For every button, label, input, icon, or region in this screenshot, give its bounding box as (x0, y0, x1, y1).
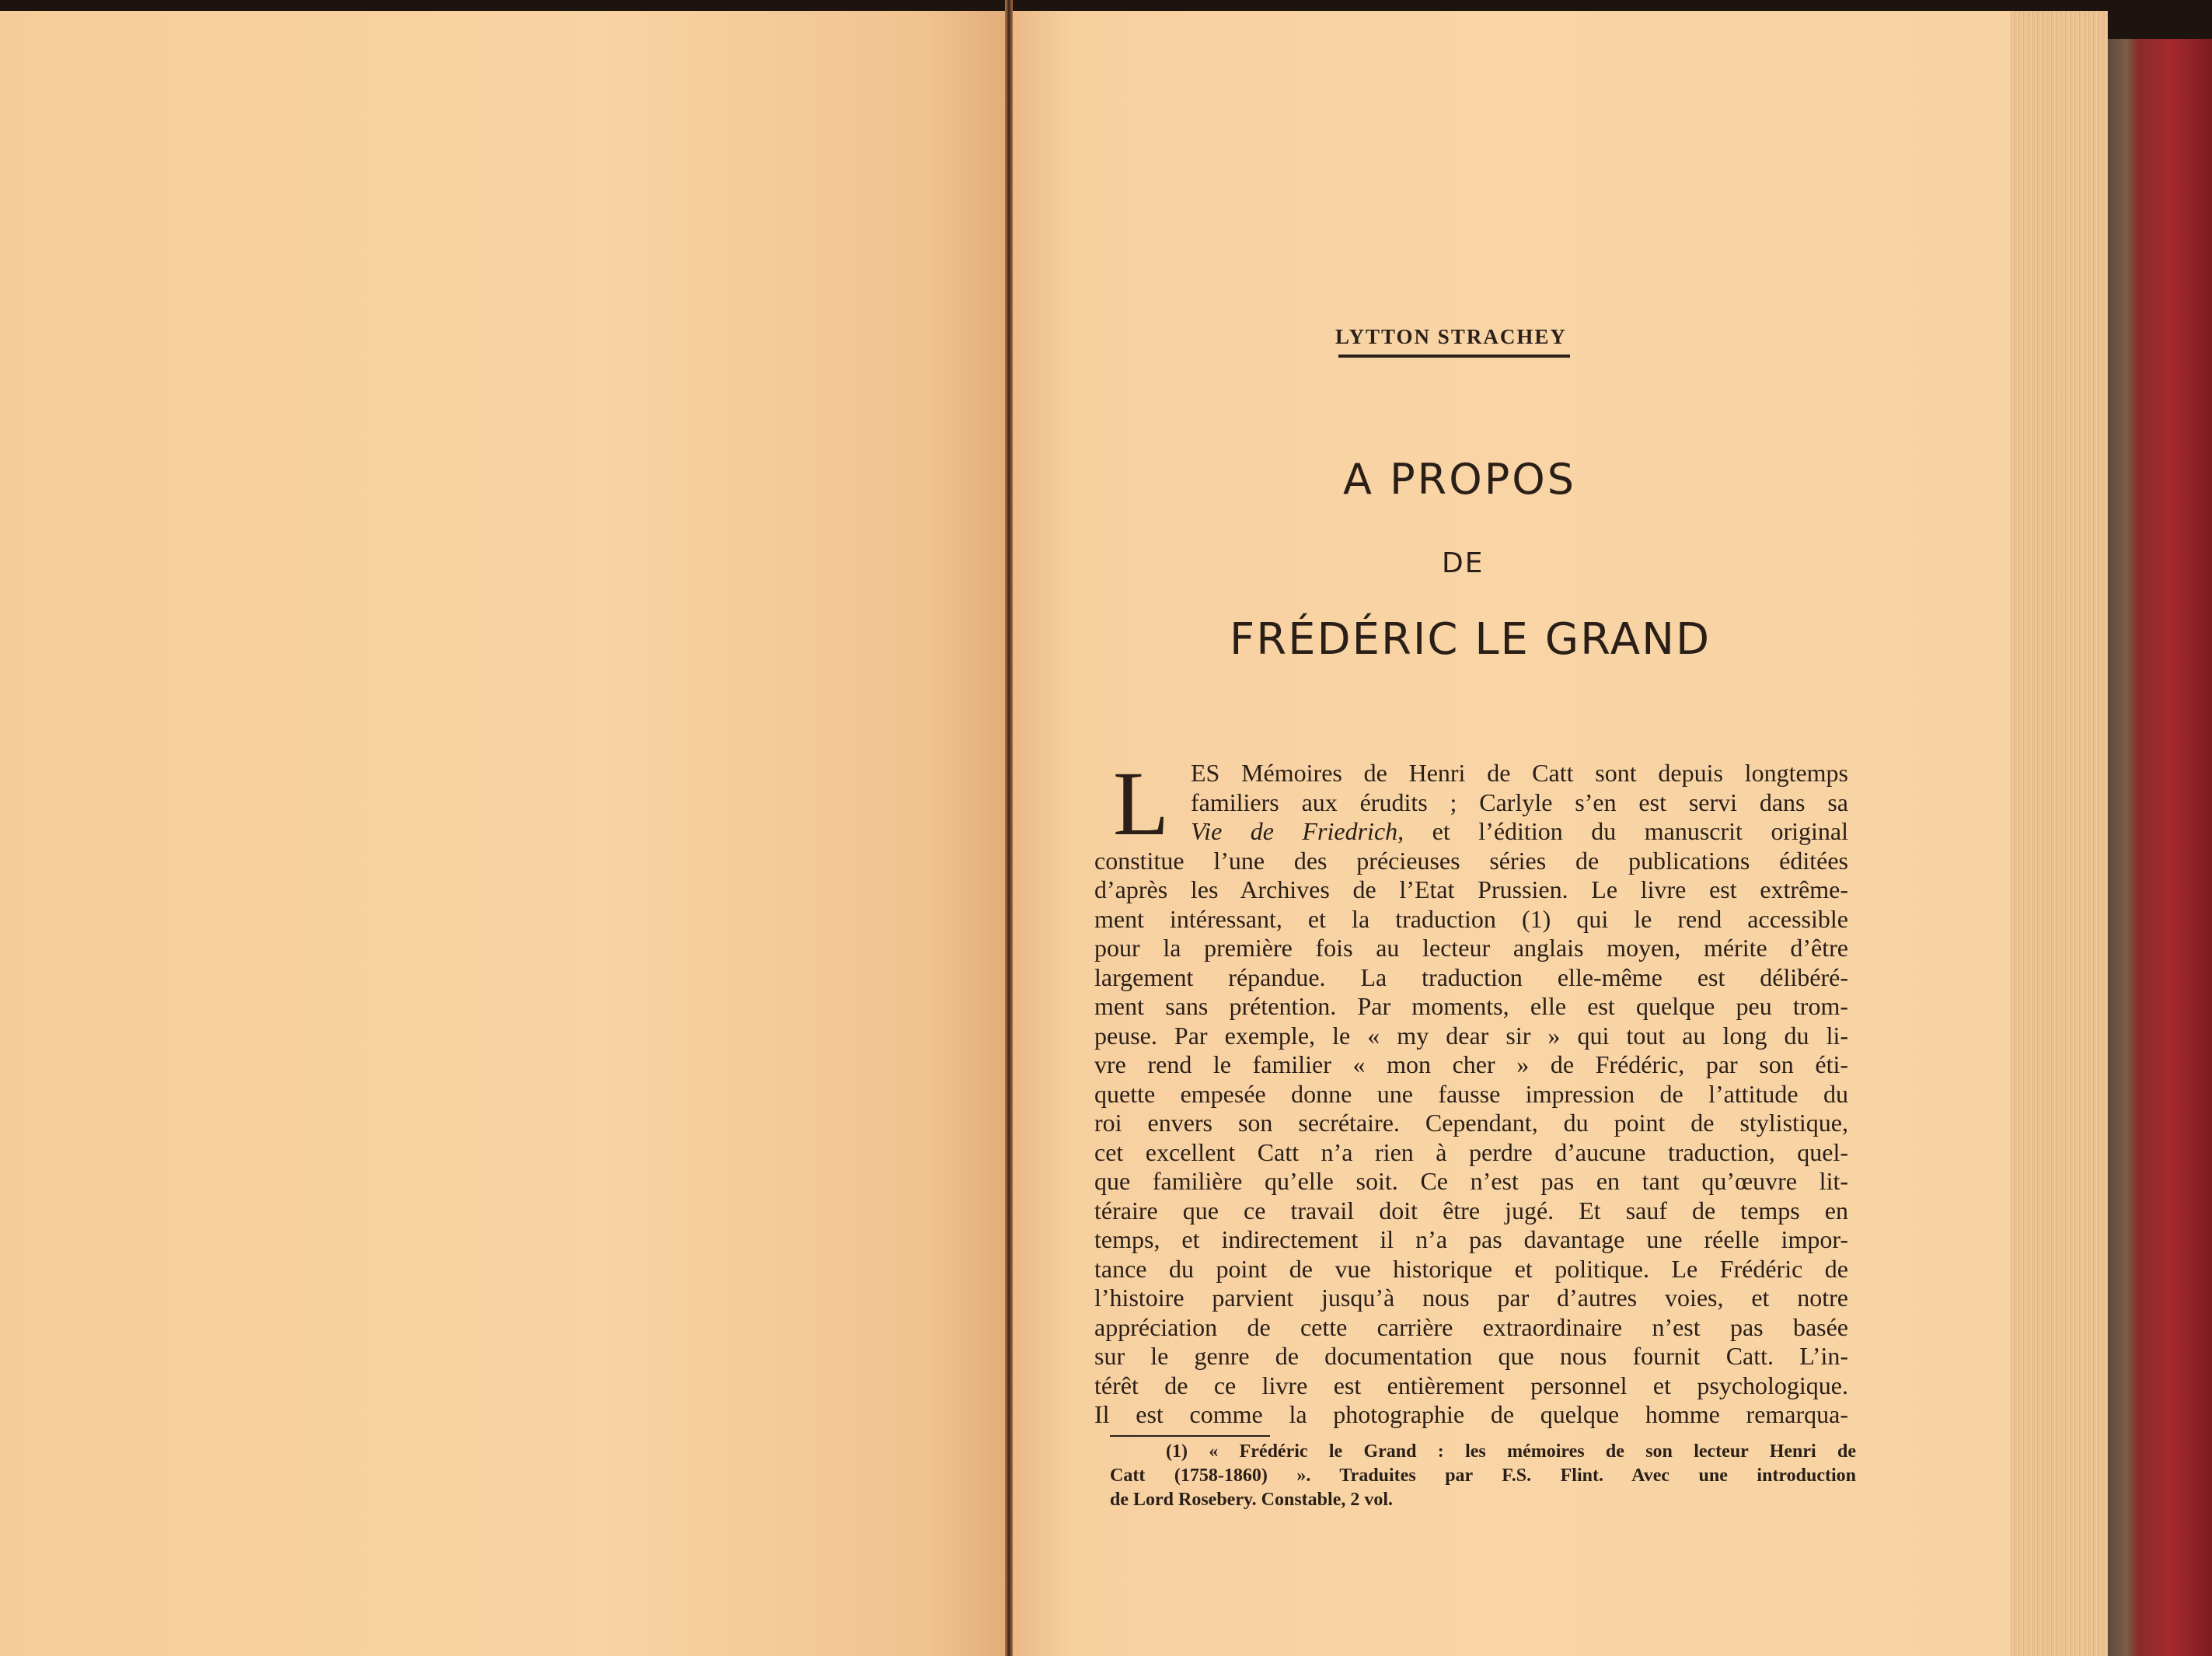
body-line: cet excellent Catt n’a rien à perdre d’aucune traduction, quel- (1094, 1137, 1848, 1166)
title-line-1: A PROPOS (1343, 455, 1577, 504)
book-gutter (1005, 0, 1013, 1656)
author-underline (1338, 355, 1570, 358)
body-line: d’après les Archives de l’Etat Prussien. Le livre est extrême- (1094, 875, 1848, 903)
title-line-2: DE (1442, 547, 1485, 579)
body-line: pour la première fois au lecteur anglais moyen, mérite d’être (1094, 934, 1848, 962)
body-line: temps, et indirectement il n’a pas davantage une réelle impor- (1094, 1225, 1848, 1253)
footnote-line: Catt (1758-1860) ». Traduites par F.S. Flint. Avec une introduction (1110, 1466, 1856, 1486)
footnote-line: (1) « Frédéric le Grand : les mémoires de son lecteur Henri de (1166, 1441, 1856, 1462)
body-line: ES Mémoires de Henri de Catt sont depuis longtemps (1191, 759, 1848, 787)
title-line-3: FRÉDÉRIC LE GRAND (1230, 614, 1711, 665)
body-line: peuse. Par exemple, le « my dear sir » qui tout au long du li- (1094, 1021, 1848, 1050)
body-line: Il est comme la photographie de quelque homme remarqua- (1094, 1400, 1848, 1428)
author-name: LYTTON STRACHEY (1335, 325, 1567, 348)
book-cover-edge (2108, 39, 2212, 1656)
body-line: largement répandue. La traduction elle-même est délibéré- (1094, 963, 1848, 991)
left-page (0, 11, 1005, 1656)
body-line: l’histoire parvient jusqu’à nous par d’autres voies, et notre (1094, 1284, 1848, 1312)
body-line: familiers aux érudits ; Carlyle s’en est servi dans sa (1191, 788, 1848, 816)
body-line: ment intéressant, et la traduction (1) qui le rend accessible (1094, 904, 1848, 933)
body-line: appréciation de cette carrière extraordinaire n’est pas basée (1094, 1312, 1848, 1341)
body-line: téraire que ce travail doit être jugé. Et sauf de temps en (1094, 1196, 1848, 1225)
page-edges (2010, 11, 2108, 1656)
body-line: que familière qu’elle soit. Ce n’est pas en tant qu’œuvre lit- (1094, 1167, 1848, 1195)
body-line: quette empesée donne une fausse impression de l’attitude du (1094, 1079, 1848, 1108)
body-text (1094, 753, 1849, 1430)
book-title-italic: Vie de Friedrich, (1191, 817, 1404, 845)
body-line: vre rend le familier « mon cher » de Frédéric, par son éti- (1094, 1050, 1848, 1078)
footnote (1110, 1440, 1856, 1512)
body-line: ment sans prétention. Par moments, elle est quelque peu trom- (1094, 992, 1848, 1020)
body-line: constitue l’une des précieuses séries de publications éditées (1094, 846, 1848, 875)
body-line: térêt de ce livre est entièrement personnel et psychologique. (1094, 1371, 1848, 1399)
body-line: sur le genre de documentation que nous fournit Catt. L’in- (1094, 1342, 1848, 1370)
footnote-rule (1110, 1435, 1270, 1437)
body-line: tance du point de vue historique et politique. Le Frédéric de (1094, 1254, 1848, 1283)
drop-cap: L (1113, 753, 1170, 854)
body-line: roi envers son secrétaire. Cependant, du point de stylistique, (1094, 1109, 1848, 1137)
body-line: Vie de Friedrich, et l’édition du manuscrit original (1191, 817, 1849, 845)
footnote-line: de Lord Rosebery. Constable, 2 vol. (1110, 1490, 1394, 1510)
